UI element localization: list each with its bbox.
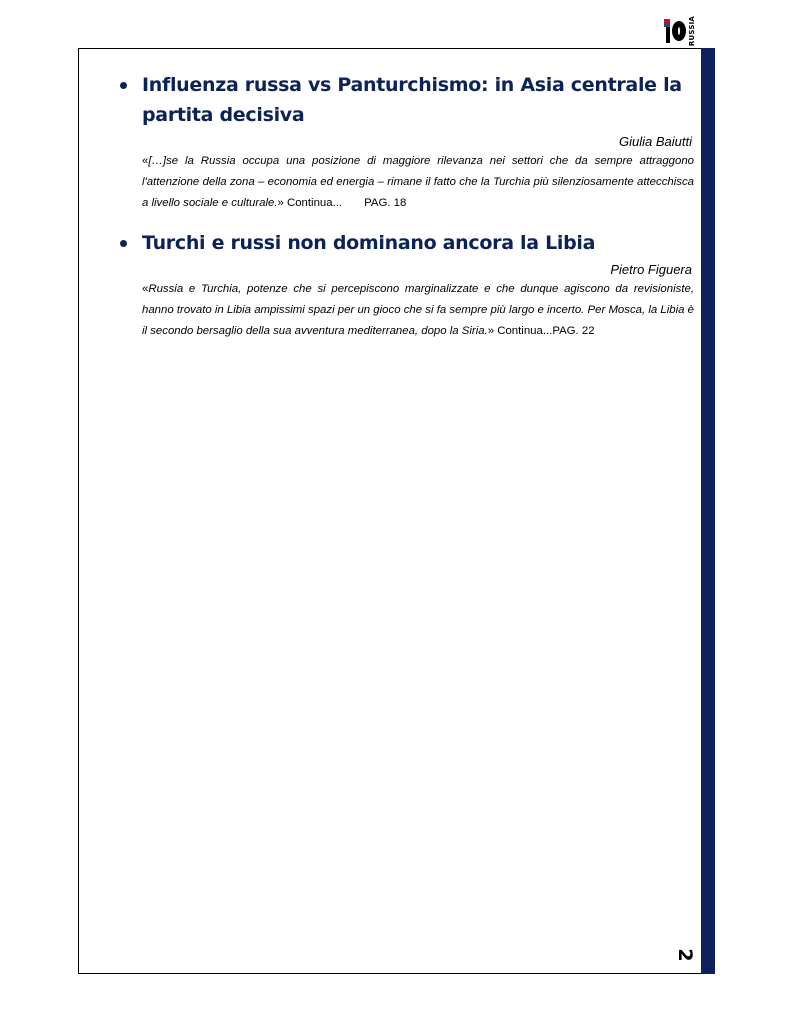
excerpt-text: […]se la Russia occupa una posizione di maggiore rilevanza nei settori che da sempre attraggono l'attenzione della zona – economia ed energia – rimane il fatto che la Turchia più silenziosamente attecchisca a livello sociale e culturale. <box>142 155 694 209</box>
open-quote: « <box>142 155 149 167</box>
logo-word: RUSSIA <box>688 15 696 47</box>
article-title-row[interactable] <box>118 70 694 130</box>
logo-o-mark <box>672 21 686 41</box>
page-reference[interactable]: PAG. 18 <box>364 197 407 209</box>
bullet-icon <box>120 240 127 247</box>
continue-link[interactable]: Continua... <box>497 325 553 337</box>
continue-link[interactable]: Continua... <box>287 197 343 209</box>
logo-i-mark <box>666 19 670 43</box>
article-item <box>118 228 694 342</box>
close-quote: » <box>277 197 287 209</box>
article-item <box>118 70 694 214</box>
article-excerpt <box>142 279 694 342</box>
page-reference[interactable]: PAG. 22 <box>552 325 595 337</box>
article-author: Pietro Figuera <box>610 262 692 277</box>
article-author: Giulia Baiutti <box>619 134 692 149</box>
article-title-row[interactable] <box>118 228 694 258</box>
open-quote: « <box>142 283 149 295</box>
article-title[interactable]: Influenza russa vs Panturchismo: in Asia centrale la partita decisiva <box>142 74 682 126</box>
page-number: 2 <box>674 948 696 962</box>
article-title[interactable]: Turchi e russi non dominano ancora la Libia <box>142 232 596 254</box>
bullet-icon <box>120 82 127 89</box>
logo <box>666 15 710 47</box>
side-bar <box>701 48 715 974</box>
excerpt-text: Russia e Turchia, potenze che si percepiscono marginalizzate e che dunque agiscono da revisioniste, hanno trovato in Libia ampissimi spazi per un gioco che si fa sempre più largo e incerto. Per Mosca, la Libia è il secondo bersaglio della sua avventura mediterranea, dopo la Siria. <box>142 283 694 337</box>
article-list <box>118 70 694 356</box>
article-excerpt <box>142 151 694 214</box>
close-quote: » <box>487 325 498 337</box>
